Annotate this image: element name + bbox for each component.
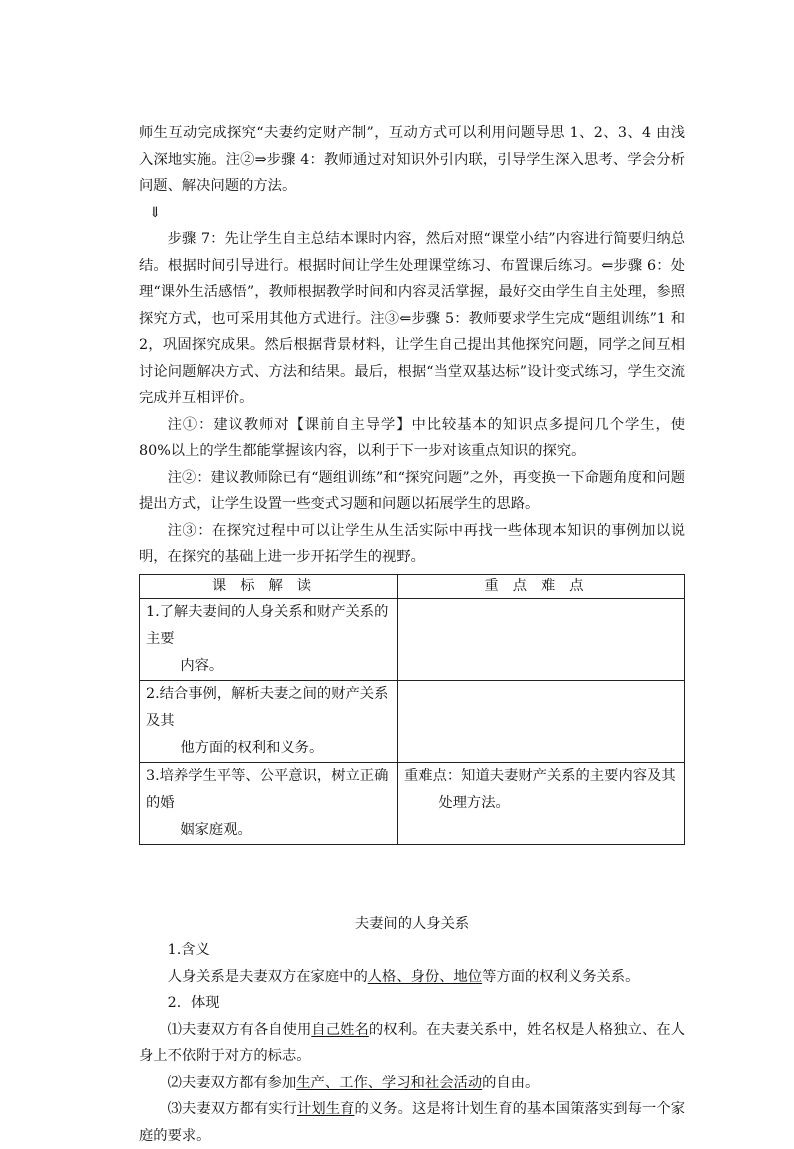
underlined-term: 人格、身份、地位: [367, 968, 483, 985]
text-run: 等方面的权利义务关系。: [482, 968, 640, 985]
cell-line: 3.培养学生平等、公平意识，树立正确的婚: [146, 767, 389, 811]
header-key-points: 重点难点: [398, 574, 685, 598]
definition-paragraph: [139, 964, 685, 991]
table-cell: [140, 762, 398, 844]
note-3: 注③：在探究过程中可以让学生从生活实际中再找一些体现本知识的事例加以说明，在探究的基础上进一步开拓学生的视野。: [139, 522, 685, 565]
text-run: 的义务。这是将计划生育的基本国策落实到每一个家庭的要求。: [139, 1101, 686, 1144]
down-arrow-icon: ⇓: [149, 204, 161, 221]
text-run: 人身关系是夫妻双方在家庭中的: [167, 968, 368, 985]
table-cell: [398, 680, 685, 762]
table-cell: [398, 762, 685, 844]
cell-line: 他方面的权利和义务。: [180, 739, 324, 756]
header-curriculum: 课标解读: [140, 574, 398, 598]
cell-line: 重难点：知道夫妻财产关系的主要内容及其: [404, 767, 676, 784]
table-row: [140, 598, 685, 680]
cell-line: 1.了解夫妻间的人身关系和财产关系的主要: [146, 603, 389, 647]
table-cell: [140, 598, 398, 680]
table-cell: [140, 680, 398, 762]
text-run: ⑶夫妻双方都有实行: [167, 1101, 297, 1117]
objectives-table: [139, 574, 685, 845]
cell-line: 内容。: [180, 657, 224, 674]
paragraph-steps-1: 师生互动完成探究“夫妻约定财产制”，互动方式可以利用问题导思 1、2、3、4 由浅入深地实施。注②⇒步骤 4：教师通过对知识外引内联，引导学生深入思考、学会分析问题、解决问题的方法。: [139, 125, 685, 194]
section-title: 夫妻间的人身关系: [354, 915, 470, 932]
cell-line: 处理方法。: [438, 794, 510, 811]
underlined-term: 自己姓名: [311, 1021, 369, 1038]
cell-line: 姻家庭观。: [180, 821, 252, 838]
subheading-manifestation: 2．体现: [167, 995, 220, 1011]
text-run: ⑴夫妻双方有各自使用: [167, 1021, 312, 1038]
document-page: [139, 120, 685, 1149]
underlined-term: 计划生育: [296, 1101, 355, 1117]
subheading-meaning: 1.含义: [167, 942, 210, 958]
note-2: 注②：建议教师除已有“题组训练”和“探究问题”之外，再变换一下命题角度和问题提出方式，让学生设置一些变式习题和问题以拓展学生的思路。: [139, 469, 685, 512]
table-row: [140, 680, 685, 762]
list-item: [139, 1017, 685, 1070]
text-run: 的权利。在夫妻关系中，姓名权是人格独立、在人身上不依附于对方的标志。: [139, 1021, 686, 1064]
note-1: 注①：建议教师对【课前自主导学】中比较基本的知识点多提问几个学生，使 80%以上的学生都能掌握该内容，以利于下一步对该重点知识的探究。: [139, 416, 685, 459]
table-header-row: [140, 574, 685, 598]
paragraph-steps-2: 步骤 7：先让学生自主总结本课时内容，然后对照“课堂小结”内容进行简要归纳总结。根据时间引导进行。根据时间让学生处理课堂练习、布置课后练习。⇐步骤 6：处理“课外生活感悟”，教师根据教学时间和内容灵活掌握，最好交由学生自主处理，参照探究方式，也可采用其他方式进行。注③⇐步骤 5：教师要求学生完成“题组训练”1 和 2，巩固探究成果。然后根据背景材料，让学生自己提出其他探究问题，同学之间互相讨论问题解决方式、方法和结果。最后，根据“当堂双基达标”设计变式练习，学生交流完成并互相评价。: [139, 231, 685, 406]
underlined-term: 生产、工作、学习和社会活动: [296, 1074, 483, 1091]
table-row: [140, 762, 685, 844]
text-run: 的自由。: [482, 1074, 540, 1091]
list-item: [139, 1070, 685, 1097]
table-cell: [398, 598, 685, 680]
cell-line: 2.结合事例，解析夫妻之间的财产关系及其: [146, 685, 389, 729]
text-run: ⑵夫妻双方都有参加: [167, 1074, 297, 1091]
